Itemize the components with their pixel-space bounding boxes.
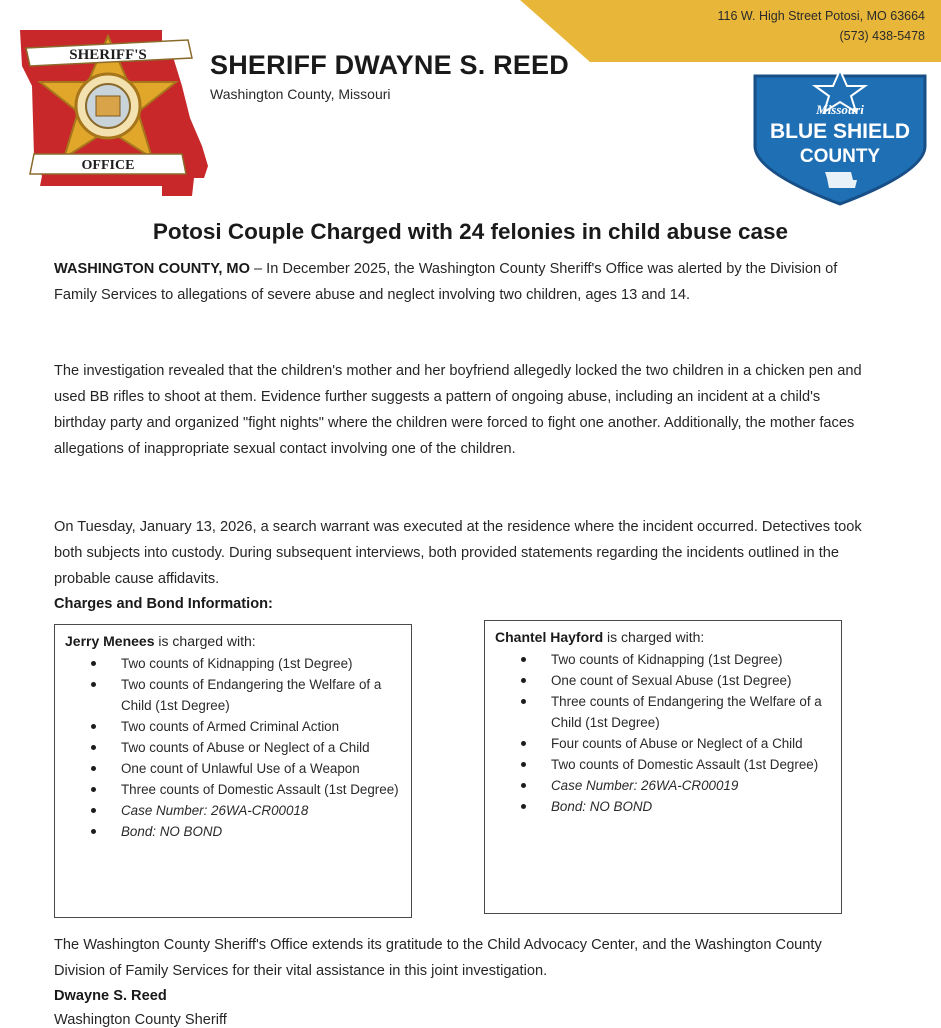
charge-item: Two counts of Armed Criminal Action (121, 716, 401, 737)
charge-item: Three counts of Domestic Assault (1st Degree) (121, 779, 401, 800)
charge-item: Two counts of Endangering the Welfare of a Child (1st Degree) (121, 674, 401, 716)
charge-item: Two counts of Abuse or Neglect of a Child (121, 737, 401, 758)
shield-script-text: Missouri (816, 102, 864, 117)
signer-name: Dwayne S. Reed (54, 988, 167, 1004)
charges-list-left (55, 653, 401, 842)
paragraph-investigation: The investigation revealed that the children's mother and her boyfriend allegedly locked the two children in a chicken pen and used BB rifles to shoot at them. Evidence further suggests a pattern of ongoing abuse, including an incident at a child's birthday party and organized "fight nights" where the children were forced to fight one another. Additionally, the mother faces allegations of inappropriate sexual contact involving one of the children. (54, 363, 862, 457)
defendant-name-left: Jerry Menees (65, 633, 155, 649)
seal-bottom-text: OFFICE (81, 158, 135, 173)
blue-shield-county-logo (745, 68, 935, 208)
seal-top-text: SHERIFF'S (69, 47, 147, 63)
sheriff-seal-logo (12, 26, 212, 204)
closing-paragraph: The Washington County Sheriff's Office extends its gratitude to the Child Advocacy Center, and the Washington County Division of Family Services for their vital assistance in this joint investigation. (54, 937, 822, 979)
charge-item: Two counts of Kidnapping (1st Degree) (551, 649, 831, 670)
case-number-left: Case Number: 26WA-CR00018 (121, 800, 401, 821)
case-number-right: Case Number: 26WA-CR00019 (551, 775, 831, 796)
charge-item: Four counts of Abuse or Neglect of a Child (551, 733, 831, 754)
address-phone: (573) 438-5478 (839, 29, 925, 43)
sheriff-name: SHERIFF DWAYNE S. REED (210, 50, 569, 80)
address-street: 116 W. High Street Potosi, MO 63664 (717, 9, 925, 23)
charge-item: One count of Sexual Abuse (1st Degree) (551, 670, 831, 691)
signer-title: Washington County Sheriff (54, 1012, 227, 1028)
defendant-title-left (65, 633, 256, 649)
defendant-name-right: Chantel Hayford (495, 629, 604, 645)
charges-heading: Charges and Bond Information: (54, 596, 273, 612)
charge-item: Three counts of Endangering the Welfare of a Child (1st Degree) (551, 691, 831, 733)
shield-line2-text: COUNTY (799, 146, 881, 167)
charge-item: One count of Unlawful Use of a Weapon (121, 758, 401, 779)
shield-line1-text: BLUE SHIELD (769, 120, 911, 143)
dateline: WASHINGTON COUNTY, MO (54, 261, 250, 277)
article-headline: Potosi Couple Charged with 24 felonies in child abuse case (152, 219, 789, 244)
paragraph-warrant: On Tuesday, January 13, 2026, a search warrant was executed at the residence where the incident occurred. Detectives took both subjects into custody. During subsequent interviews, both provided statements regarding the incidents outlined in the probable cause affidavits. (54, 519, 862, 587)
office-address (717, 6, 925, 46)
charge-item: Two counts of Domestic Assault (1st Degree) (551, 754, 831, 775)
defendant-title-right (495, 629, 704, 645)
charged-with-right: is charged with: (603, 629, 705, 645)
county-line: Washington County, Missouri (210, 86, 391, 102)
defendant-box-left (54, 624, 412, 918)
charges-list-right (485, 649, 831, 817)
paragraph-intro (54, 256, 864, 308)
paragraph-intro-text: – In December 2025, the Washington County Sheriff's Office was alerted by the Division of Family Services to allegations of severe abuse and neglect involving two children, ages 13 and 14. (54, 261, 838, 303)
bond-right: Bond: NO BOND (551, 796, 831, 817)
charged-with-left: is charged with: (154, 633, 256, 649)
defendant-box-right (484, 620, 842, 914)
bond-left: Bond: NO BOND (121, 821, 401, 842)
charge-item: Two counts of Kidnapping (1st Degree) (121, 653, 401, 674)
